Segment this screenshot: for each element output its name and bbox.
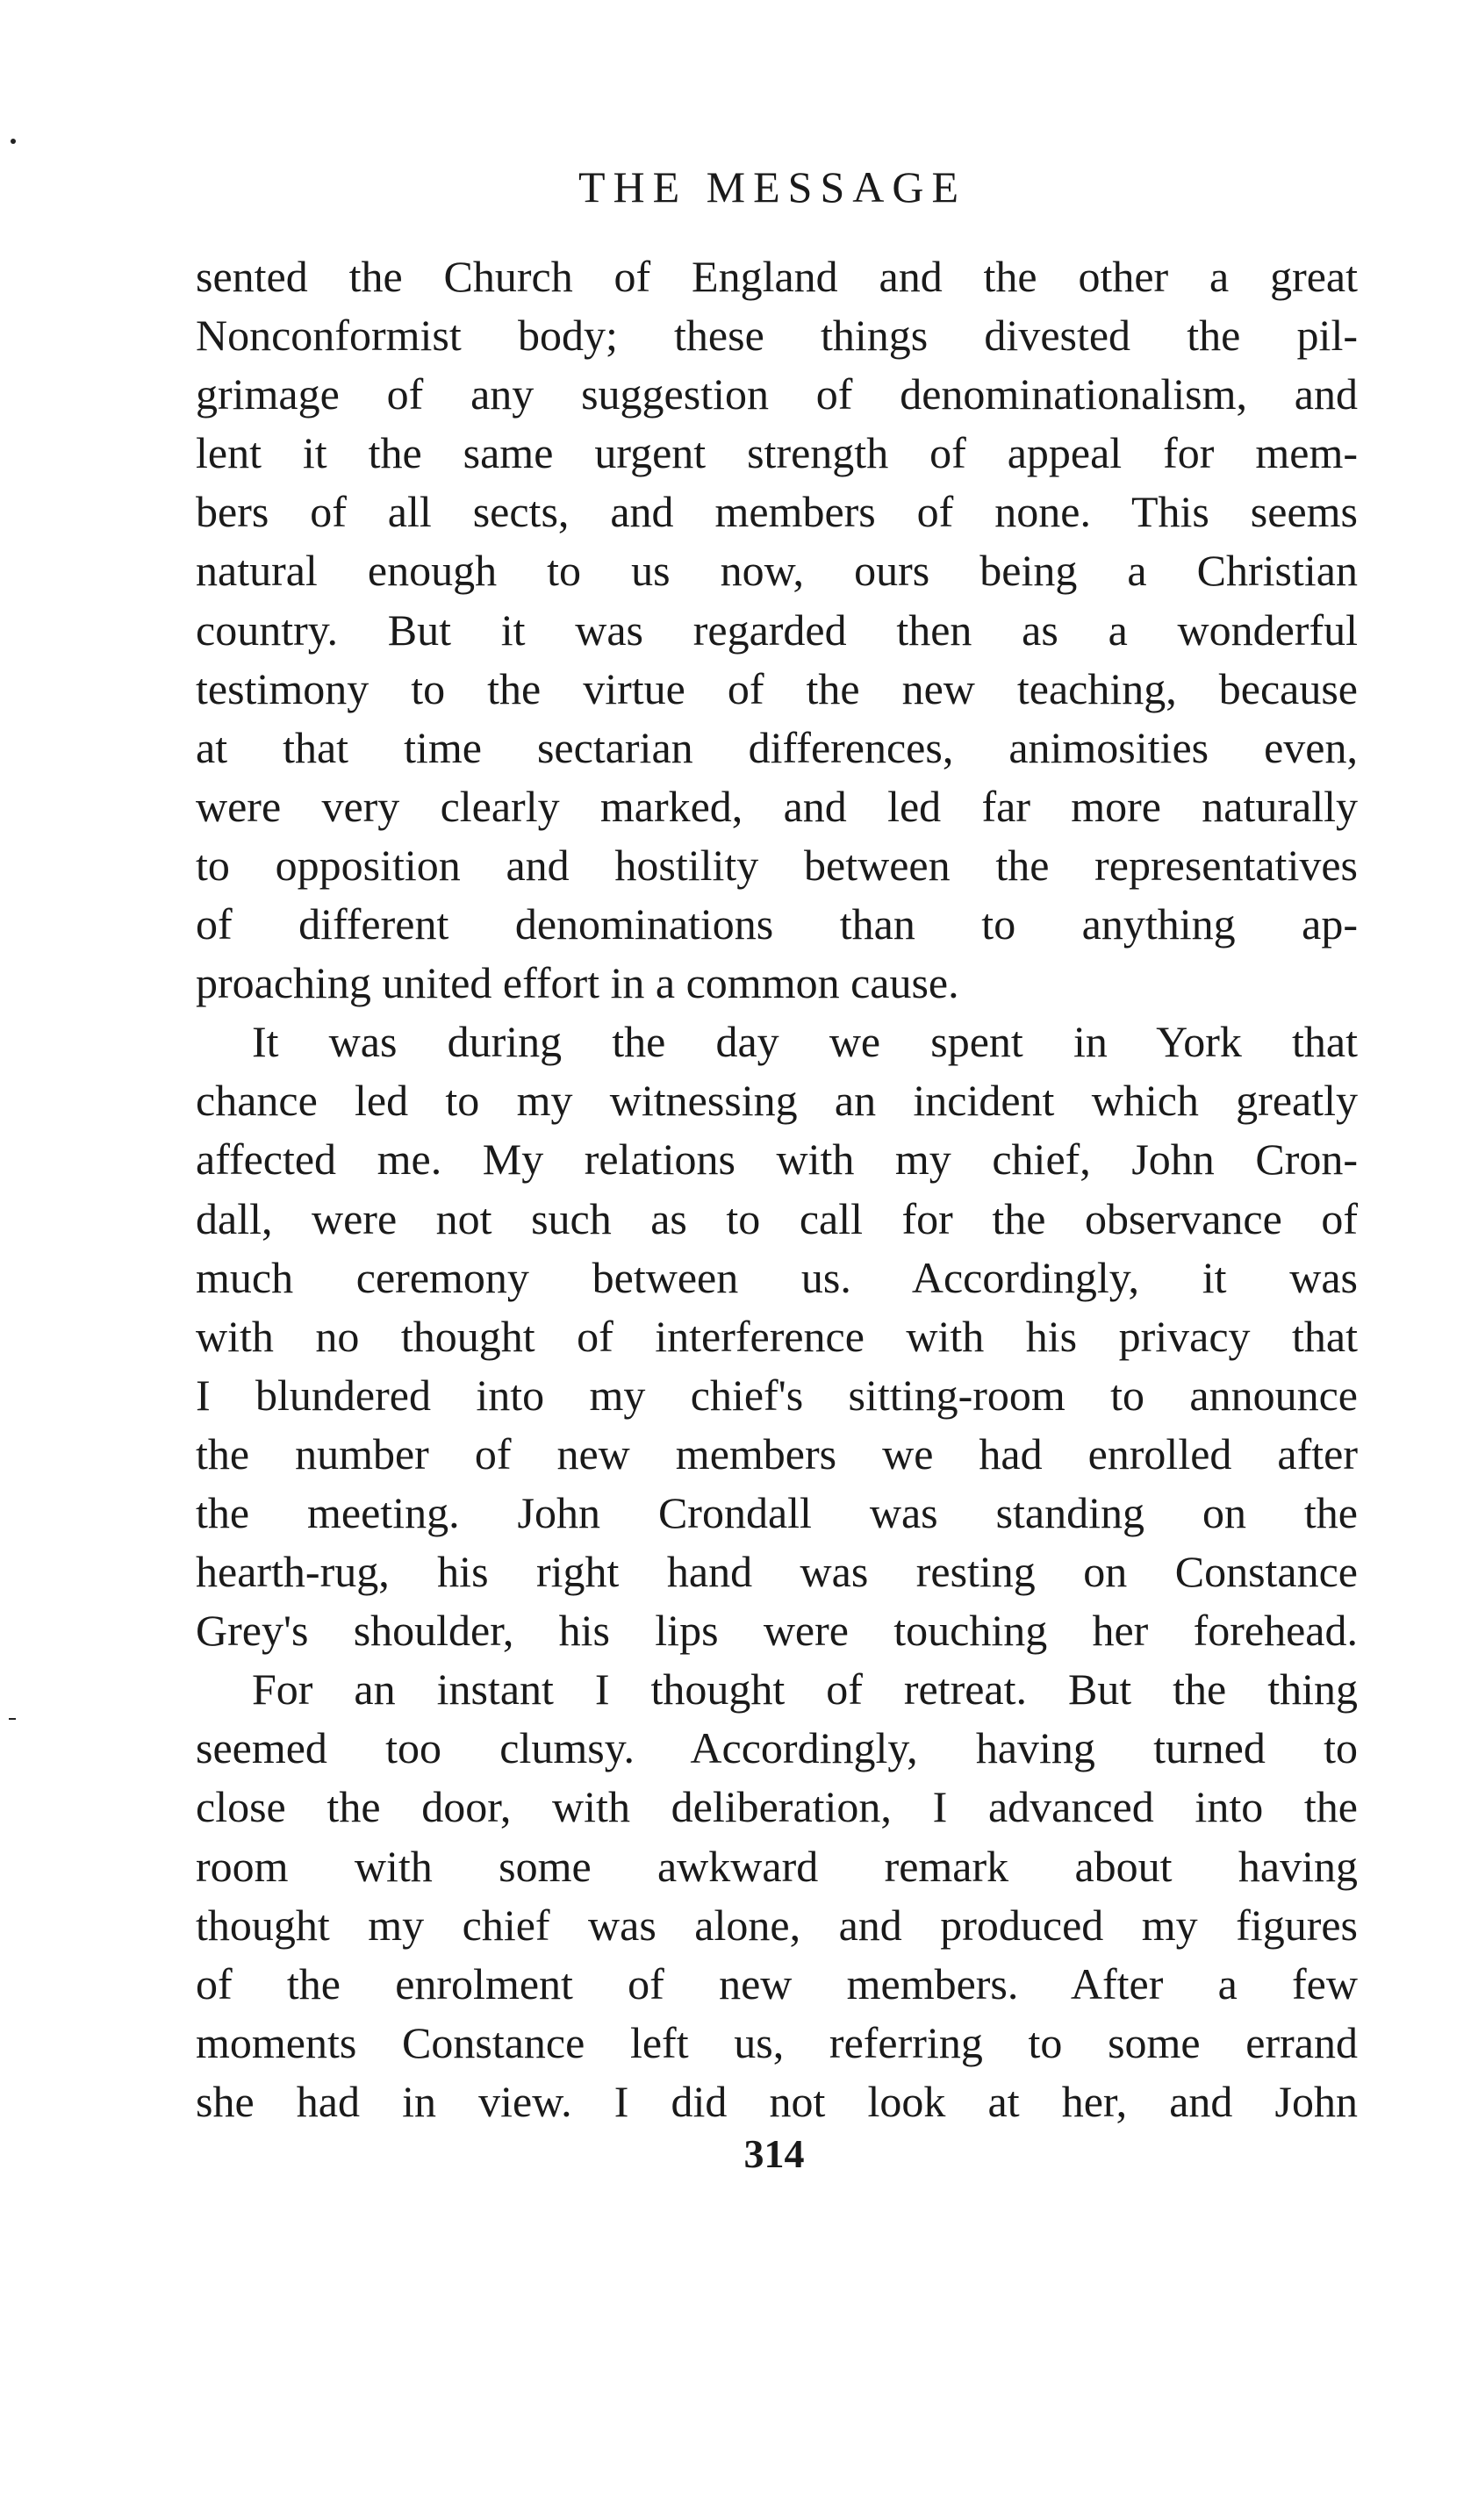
- text-line: proaching united effort in a common cause.: [196, 958, 959, 1008]
- text-line: dall, were not such as to call for the observance of: [196, 1193, 1358, 1243]
- text-line: It was during the day we spent in York that: [252, 1017, 1358, 1067]
- text-line: Nonconformist body; these things divested the pil-: [196, 311, 1358, 361]
- text-line: of the enrolment of new members. After a few: [196, 1958, 1358, 2008]
- text-line: thought my chief was alone, and produced my figures: [196, 1900, 1358, 1950]
- text-line: I blundered into my chief's sitting-room to announce: [196, 1370, 1358, 1420]
- text-line: much ceremony between us. Accordingly, it was: [196, 1252, 1358, 1302]
- text-line: at that time sectarian differences, animosities even,: [196, 722, 1358, 772]
- page-number: 314: [743, 2131, 805, 2176]
- text-line: bers of all sects, and members of none. This seems: [196, 487, 1358, 537]
- text-line: she had in view. I did not look at her, and John: [196, 2076, 1358, 2126]
- text-line: grimage of any suggestion of denominationalism, and: [196, 369, 1358, 419]
- text-line: lent it the same urgent strength of appeal for mem-: [196, 428, 1358, 478]
- text-line: sented the Church of England and the other a great: [196, 252, 1358, 301]
- text-line: hearth-rug, his right hand was resting on Constance: [196, 1547, 1358, 1597]
- text-line: testimony to the virtue of the new teaching, because: [196, 663, 1358, 713]
- running-header: THE MESSAGE: [578, 162, 967, 211]
- text-line: room with some awkward remark about having: [196, 1841, 1358, 1891]
- text-line: seemed too clumsy. Accordingly, having turned to: [196, 1723, 1358, 1773]
- text-line: Grey's shoulder, his lips were touching her forehead.: [196, 1606, 1358, 1656]
- body-text: [196, 247, 1358, 2131]
- text-line: affected me. My relations with my chief, John Cron-: [196, 1135, 1358, 1185]
- text-line: the meeting. John Crondall was standing on the: [196, 1487, 1358, 1537]
- text-line: chance led to my witnessing an incident which greatly: [196, 1076, 1358, 1126]
- text-line: country. But it was regarded then as a wonderful: [196, 605, 1358, 655]
- scan-speck: [11, 139, 16, 144]
- text-line: moments Constance left us, referring to some errand: [196, 2017, 1358, 2067]
- text-line: of different denominations than to anything ap-: [196, 899, 1358, 949]
- text-line: the number of new members we had enrolled after: [196, 1428, 1358, 1478]
- scan-mark: [9, 1718, 16, 1720]
- text-line: close the door, with deliberation, I advanced into the: [196, 1782, 1358, 1832]
- text-line: were very clearly marked, and led far more naturally: [196, 781, 1358, 831]
- text-line: to opposition and hostility between the representatives: [196, 840, 1358, 890]
- text-line: For an instant I thought of retreat. But the thing: [252, 1664, 1358, 1715]
- text-line: with no thought of interference with his privacy that: [196, 1311, 1358, 1361]
- text-line: natural enough to us now, ours being a Christian: [196, 546, 1358, 596]
